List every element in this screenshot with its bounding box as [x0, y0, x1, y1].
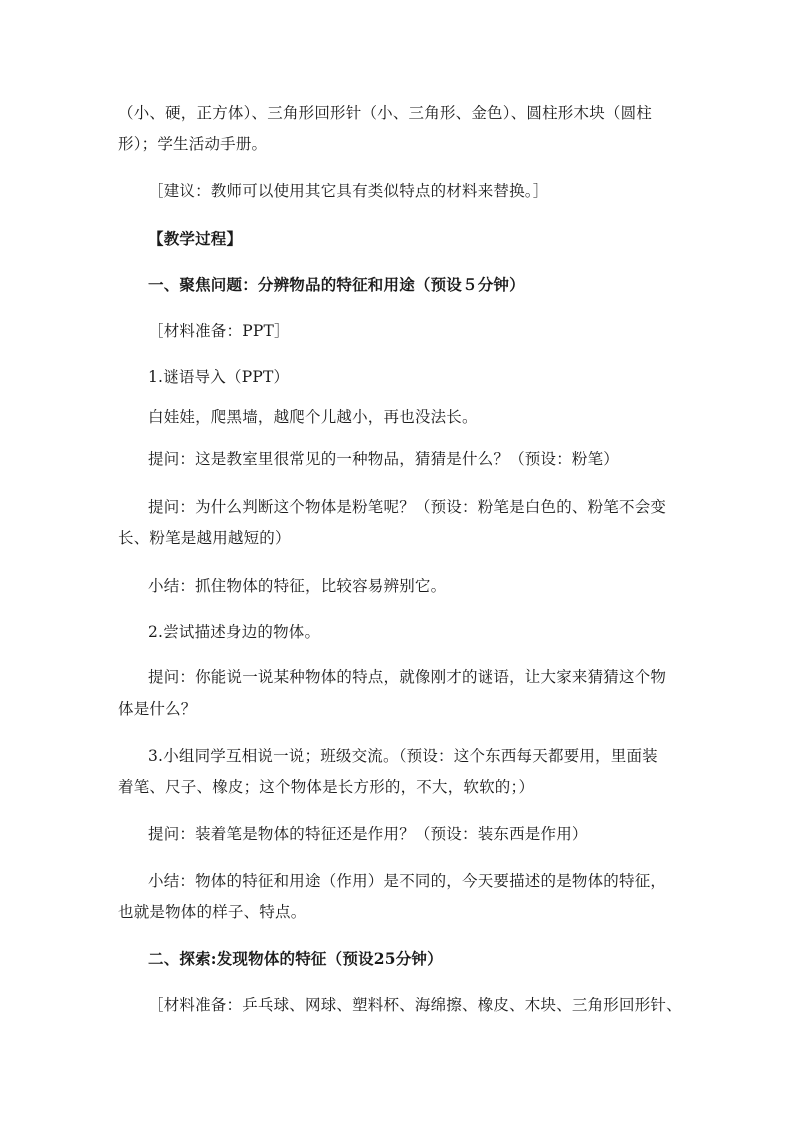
- item-3-line2: 着笔、尺子、橡皮；这个物体是长方形的，不大，软软的；）: [118, 778, 535, 796]
- question-2-line2: 长、粉笔是越用越短的）: [118, 529, 291, 547]
- question-3-line2: 体是什么？: [118, 700, 197, 718]
- question-1: 提问：这是教室里很常见的一种物品，猜猜是什么？（预设：粉笔）: [148, 450, 620, 468]
- part2-materials: ［材料准备：乒乓球、网球、塑料杯、海绵擦、橡皮、木块、三角形回形针、: [148, 996, 682, 1014]
- question-4: 提问：装着笔是物体的特征还是作用？（预设：装东西是作用）: [148, 825, 588, 843]
- question-2-line1: 提问：为什么判断这个物体是粉笔呢？（预设：粉笔是白色的、粉笔不会变: [148, 498, 667, 516]
- part2-heading: 二、探索:发现物体的特征（预设25分钟）: [148, 949, 443, 968]
- item-3-line1: 3.小组同学互相说一说；班级交流。（预设：这个东西每天都要用，里面装: [148, 747, 658, 765]
- question-3-line1: 提问：你能说一说某种物体的特点，就像刚才的谜语，让大家来猜猜这个物: [148, 668, 667, 686]
- suggestion-note: ［建议：教师可以使用其它具有类似特点的材料来替换。］: [148, 182, 549, 200]
- summary-2-line1: 小结：物体的特征和用途（作用）是不同的，今天要描述的是物体的特征，: [148, 872, 667, 890]
- paragraph-line: 形）；学生活动手册。: [118, 135, 268, 153]
- summary-2-line2: 也就是物体的样子、特点。: [118, 903, 307, 921]
- item-1: 1.谜语导入（PPT）: [148, 368, 290, 386]
- summary-1: 小结：抓住物体的特征，比较容易辨别它。: [148, 577, 447, 595]
- item-2: 2.尝试描述身边的物体。: [148, 623, 321, 641]
- section-title: 【教学过程】: [148, 229, 243, 248]
- part1-materials: ［材料准备：PPT］: [148, 322, 290, 340]
- part1-heading: 一、聚焦问题：分辨物品的特征和用途（预设５分钟）: [148, 275, 525, 294]
- riddle-text: 白娃娃，爬黑墙，越爬个儿越小，再也没法长。: [148, 408, 478, 426]
- paragraph-line: （小、硬，正方体）、三角形回形针（小、三角形、金色）、圆柱形木块（圆柱: [118, 104, 653, 122]
